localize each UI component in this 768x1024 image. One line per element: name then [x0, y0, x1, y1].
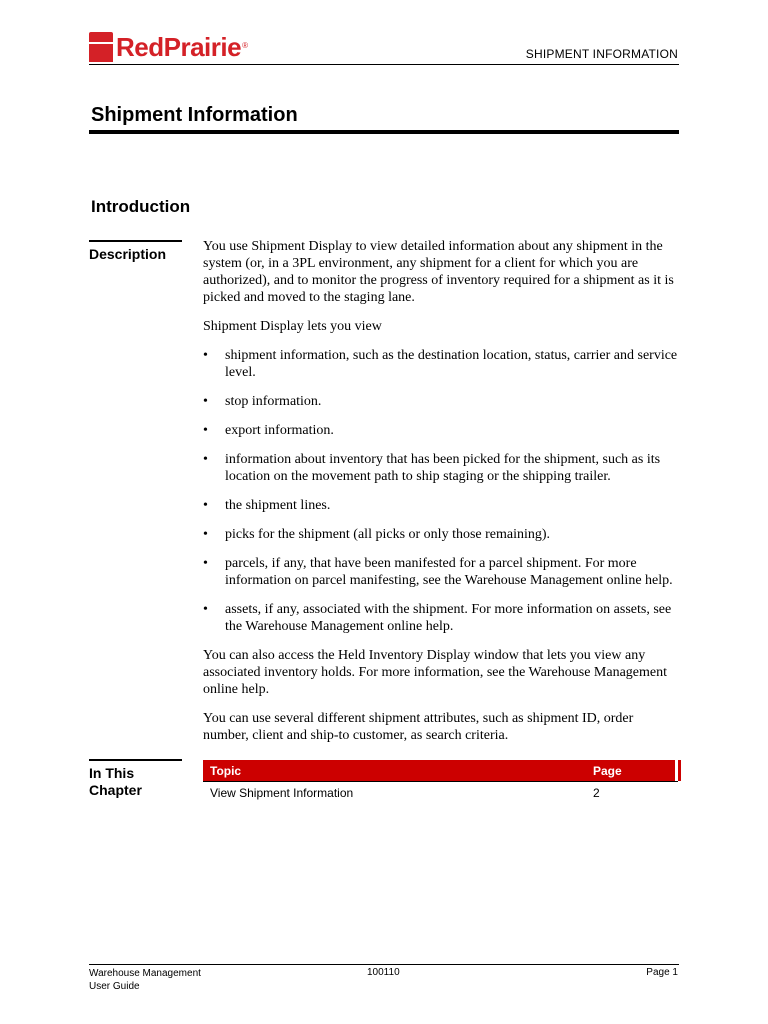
footer-product	[89, 967, 201, 993]
list-item: • picks for the shipment (all picks or only those remaining).	[203, 527, 551, 542]
running-header: SHIPMENT INFORMATION	[525, 47, 678, 61]
header-divider	[89, 64, 679, 65]
chapter-label-line1: In This	[89, 765, 135, 781]
bullet-icon: •	[203, 452, 208, 467]
list-item: • information about inventory that has been picked for the shipment, such as its location on the movement path to ship staging or the shipping trailer.	[203, 452, 661, 484]
logo-mark-icon	[89, 32, 113, 62]
intro-paragraph: You use Shipment Display to view detailed information about any shipment in the system (or, in a 3PL environment, any shipment for a client for which you are authorized), and to monitor the progress of inventory required for a shipment as it is picked and moved to the staging lane.	[203, 239, 674, 305]
bullet-icon: •	[203, 556, 208, 571]
feature-list	[203, 347, 681, 635]
title-divider	[89, 130, 679, 134]
bullet-icon: •	[203, 498, 208, 513]
section-heading: Introduction	[91, 197, 191, 216]
footer-doc-number: 100110	[367, 967, 400, 978]
search-criteria-paragraph: You can use several different shipment attributes, such as shipment ID, order number, client and ship-to customer, as search criteria.	[203, 711, 634, 743]
bullet-icon: •	[203, 423, 208, 438]
held-inventory-paragraph: You can also access the Held Inventory Display window that lets you view any associated inventory holds. For more information, see the Warehouse Management online help.	[203, 648, 667, 697]
list-item: • export information.	[203, 423, 334, 438]
registered-mark: ®	[242, 40, 248, 50]
list-item: • shipment information, such as the destination location, status, carrier and service level.	[203, 348, 678, 380]
list-item: • parcels, if any, that have been manifested for a parcel shipment. For more information on parcel manifesting, see the Warehouse Management online help.	[203, 556, 673, 588]
in-this-chapter-label	[89, 759, 182, 799]
logo-text: RedPrairie	[116, 32, 242, 62]
list-item: • stop information.	[203, 394, 322, 409]
table-header	[203, 760, 678, 781]
column-header-topic: Topic	[210, 763, 242, 778]
footer-divider	[89, 964, 679, 965]
bullet-icon: •	[203, 348, 208, 363]
topic-cell[interactable]: View Shipment Information	[210, 786, 354, 800]
chapter-topic-table	[203, 760, 678, 804]
list-item: • the shipment lines.	[203, 498, 331, 513]
bullet-icon: •	[203, 394, 208, 409]
footer-product-name: Warehouse Management	[89, 968, 201, 979]
page-title: Shipment Information	[91, 104, 298, 126]
bullet-icon: •	[203, 527, 208, 542]
list-item: • assets, if any, associated with the shipment. For more information on assets, see the Warehouse Management online help.	[203, 602, 672, 634]
lets-you-view-paragraph: Shipment Display lets you view	[203, 319, 382, 334]
description-label-text: Description	[89, 246, 167, 262]
page-cell: 2	[593, 786, 600, 800]
table-row[interactable]	[203, 781, 678, 804]
redprairie-logo	[89, 31, 248, 63]
bullet-icon: •	[203, 602, 208, 617]
chapter-label-line2: Chapter	[89, 782, 142, 798]
footer-doc-type: User Guide	[89, 981, 140, 992]
description-body	[203, 238, 681, 756]
footer-page-number: Page 1	[646, 967, 678, 978]
description-label	[89, 240, 182, 263]
column-header-page: Page	[593, 763, 622, 778]
